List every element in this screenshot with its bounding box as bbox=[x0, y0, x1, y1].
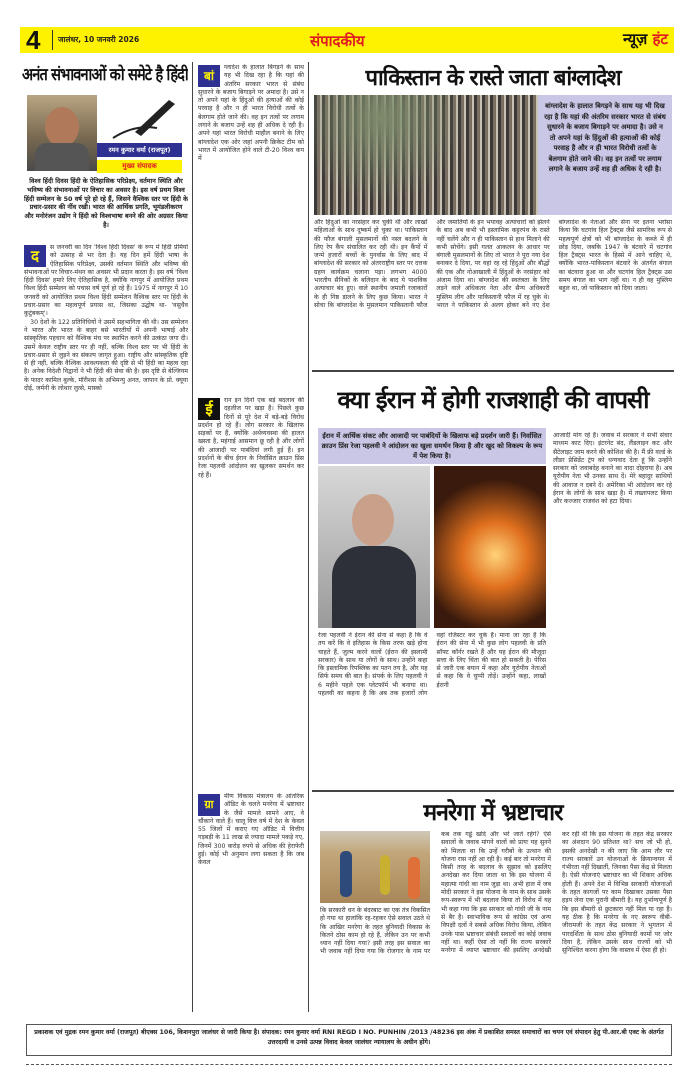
bangladesh-intro bbox=[198, 64, 304, 364]
hindi-article-body bbox=[24, 244, 188, 1012]
iran-headline: क्या ईरान में होगी राजशाही की वापसी bbox=[337, 386, 649, 414]
mnrega-intro bbox=[198, 793, 304, 1013]
newspaper-logo: न्यूज़ हंट bbox=[622, 30, 668, 48]
mnrega-body bbox=[320, 831, 672, 1015]
bangladesh-headline: पाकिस्तान के रास्ते जाता बांग्लादेश bbox=[365, 66, 621, 91]
pen-icon bbox=[105, 96, 177, 142]
author-name: रमन कुमार वर्मा (राजपूत) bbox=[97, 143, 182, 157]
mnrega-headline-box bbox=[314, 795, 672, 827]
trim-line bbox=[26, 1064, 672, 1065]
author-photo bbox=[27, 95, 97, 171]
hindi-article-headline: अनंत संभावनाओं को समेटे है हिंदी bbox=[22, 65, 188, 85]
body-text: मीण विकास मंत्रालय के आंतरिक ऑडिट के चलते मनरेगा में भ्रष्टाचार के जैसे मामले सामने आए, वे चौंकाने वाले हैं। चालू वित्त वर्ष में देश के केवल 55 जिलों में कराए गए ऑडिट में वित्तीय गड़बड़ी के 11 लाख से ज्यादा मामले पकड़े गए, जिनमें 300 करोड़ रुपये से अधिक की हेराफेरी हुई। कोई भी अनुमान लगा सकता है कि जब केवल bbox=[198, 793, 304, 867]
bangladesh-body: और हिंदुओं का नरसंहार कर चुकी थी और लाखों महिलाओं के साथ दुष्कर्म हो चुका था। पाकिस्तान की फौज बंगाली मुसलमानों की नस्ल बदलने के लिए रेप कैंप संचालित कर रही थी। इन कैंपों में जन्मे हजारों बच्चों के पुनर्वास के लिए बाद में बांग्लादेश की सरकार को अंतरराष्ट्रीय स्तर पर दत्तक ग्रहण कार्यक्रम चलाना पड़ा। लगभग 4000 भारतीय सैनिकों के बलिदान के बाद ये पाशविक अत्याचार बंद हुए। वाले स्थानीय जमाती रजाकारों के ही निष्ठ डालने के लिए कुछ किया। भारत ने सोचा कि बांग्लादेश के मुसलमान पाकिस्तानी फौज और जमातियों के इन भयावह अत्याचारों को झेलने के बाद अब कभी भी इस्लामिक कट्टरपंथ के रास्ते नहीं चलेंगे और न ही पाकिस्तान से हाथ मिलाने की कभी सोचेंगे। इसी गलत आकलन के आधार पर बंगाली मुसलमानों के लिए तो भारत ने पूरा नया देश बनाकर दे दिया, पर वहां रह रहे हिंदुओं और बौद्धों की एक और नोआखाली में हिंदुओं के नरसंहार को अंजाम दिया था। बांग्लादेश की स्वतंत्रता के लिए लड़ने वाले अधिकतर नेता और सैन्य अधिकारी मुस्लिम लीग और पाकिस्तानी फौज में रह चुके थे। भारत ने पाकिस्तान से अलग होकर बने नए देश बांग्लादेश के नेताओं और सेना पर इतना भरोसा किया कि चटगांव हिल ट्रैक्ट्स जैसे सामरिक रूप से महत्वपूर्ण क्षेत्रों को भी बांग्लादेश के कब्जे में ही छोड़ दिया, जबकि 1947 के बंटवारे में चटगांव हिल ट्रैक्ट्स भारत के हिस्से में आने चाहिए थे, क्योंकि भारत-पाकिस्तान बंटवारे के अंतर्गत बंगाल का बंटवारा हुआ था और चटगांव हिल ट्रैक्ट्स उस समय बंगाल का भाग नहीं था। न ही वह मुस्लिम बहुल था, जो पाकिस्तान को दिया जाता। bbox=[314, 219, 672, 309]
masthead-bar bbox=[20, 27, 674, 53]
divider bbox=[52, 30, 53, 50]
iran-protest-fire-photo bbox=[434, 466, 546, 628]
column-divider bbox=[192, 62, 193, 1012]
drop-cap: ग्रा bbox=[198, 794, 220, 816]
section-rule bbox=[312, 790, 674, 792]
body-text: कि सरकारी धन के बंदरबाट का एक तंत्र विकसित हो गया था हालांकि रह-रहकर ऐसे सवाल उठते थे कि आखिर मनरेगा के तहत बुनियादी विकास के कितने ठोस काम हो रहे हैं, लेकिन उन पर कभी ध्यान नहीं दिया गया? इसी तरह इस सवाल का भी जवाब नहीं दिया गया कि रोजगार के नाम पर कब तक गड्ढे खोदे और भरे जाते रहेंगे? ऐसे सवालों के जवाब मांगने वालों को प्रायः यह सुनने को मिलता था कि उन्हें गरीबों के उत्थान की योजना रास नहीं आ रही है। कई बार तो मनरेगा में किसी तरह के बदलाव के सुझाव को इसलिए अनदेखा कर दिया जाता था कि इस योजना में महात्मा गांधी का नाम जुड़ा था। अभी हाल में जब मोदी सरकार ने इस योजना के नाम के साथ उसके रूप-स्वरूप में भी बदलाव किया तो विरोध में यह भी कहा गया कि इस सरकार को गांधी जी के नाम से बैर है। स्वाभाविक रूप से कांग्रेस एवं अन्य विपक्षी दलों ने सबसे अधिक विरोध किया, लेकिन उनके पास भ्रष्टाचार संबंधी सवालों का कोई जवाब नहीं था। कहीं ऐसा तो नहीं कि राज्य सरकारें मनरेगा में व्याप्त भ्रष्टाचार की इसलिए अनदेखी कर रही थीं कि इस योजना के तहत केंद्र सरकार का अंशदान 90 प्रतिशत था? सच जो भी हो, इसकी अनदेखी न की जाए कि आम तौर पर राज्य सरकारें उन योजनाओं के क्रियान्वयन में गंभीरता नहीं दिखातीं, जिनका पैसा केंद्र से मिलता है। ऐसी योजनाएं भ्रष्टाचार का भी शिकार अधिक होती हैं। अपने देश में विभिन्न सरकारी योजनाओं के तहत कागजों पर काम दिखाकर उसका पैसा हड़प लेना एक पुरानी बीमारी है। यह दुर्भाग्यपूर्ण है कि इस बीमारी से छुटकारा नहीं मिल पा रहा है। यह ठीक है कि मनरेगा के नए स्वरूप वीबी-जीरामजी के तहत केंद्र सरकार ने भुगतान में पारदर्शिता के साथ ठोस बुनियादी कामों पर जोर दिया है, लेकिन उसके साथ राज्यों को भी सुनिश्चित करना होगा कि वास्तव में ऐसा ही हो। bbox=[320, 831, 672, 956]
article-summary: विश्व हिंदी दिवस हिंदी के ऐतिहासिक परिप्रेक्ष्य, वर्तमान स्थिति और भविष्य की संभावनाओं पर विचार का अवसर है। इस वर्ष प्रथम विश्व हिंदी सम्मेलन के 50 वर्ष पूरे हो रहे हैं, जिसने वैश्विक स्तर पर हिंदी के प्रचार-प्रसार की नींव रखी। भारत की आर्थिक प्रगति, भूमंडलीकरण और मनोरंजन उद्योग ने हिंदी को विश्वभाषा बनने की ओर अग्रसर किया है। bbox=[24, 177, 188, 229]
reza-pahlavi-photo bbox=[318, 466, 430, 628]
body-text: रान इन दिनों एक बड़े बदलाव की दहलीज पर खड़ा है। पिछले कुछ दिनों से पूरे देश में बड़े-बड़े विरोध प्रदर्शन हो रहे हैं। लोग सरकार के खिलाफ सड़कों पर हैं, क्योंकि अर्थव्यवस्था की हालत खस्ता है, महंगाई आसमान छू रही है और लोगों की आजादी पर पाबंदियां लगी हुई हैं। इन प्रदर्शनों के बीच ईरान के निर्वासित क्राउन प्रिंस रेजा पहलवी आंदोलन का खुलकर समर्थन कर रहे हैं। bbox=[198, 397, 304, 479]
publisher-imprint: प्रकाशक एवं मुद्रक रमन कुमार वर्मा (राजपूत) बीएक्स 106, किशनपुरा जालंधर से जारी किया है। संपादक: रमन कुमार वर्मा RNI REGD I NO. PUNHIN /2013 /48236 इस अंक में प्रकाशित समस्त समाचारों का चयन एवं संपादन हेतु पी.आर.बी एक्ट के अंतर्गत उत्तरदायी व उनसे उत्पन्न विवाद केवल जालंधर न्यायालय के अधीन होंगे। bbox=[26, 1024, 672, 1056]
author-title: मुख्य संपादक bbox=[97, 160, 182, 173]
iran-intro bbox=[198, 397, 304, 782]
body-text: स जनवरी का दिन 'विश्व हिंदी दिवस' के रूप में हिंदी प्रेमियों को उत्साह से भर देता है। यह दिन हमें हिंदी भाषा के ऐतिहासिक परिप्रेक्ष्य, उसकी वर्तमान स्थिति और भविष्य की संभावनाओं पर विचार-मंथन का अवसर भी प्रदान करता है। इस वर्ष 'विश्व हिंदी दिवस' हमारे लिए ऐतिहासिक है, क्योंकि नागपुर में आयोजित प्रथम विश्व हिंदी सम्मेलन को पचास वर्ष पूर्ण हो रहे हैं। 1975 में नागपुर में 10 जनवरी को आयोजित प्रथम विश्व हिंदी सम्मेलन वैश्विक स्तर पर हिंदी के प्रचार-प्रसार का महत्वपूर्ण प्रयास था, जिसका उद्घोष था- 'वसुधैव कुटुंबकम्'। bbox=[24, 244, 188, 318]
column-divider bbox=[308, 62, 309, 1012]
mnrega-headline: मनरेगा में भ्रष्टाचार bbox=[423, 800, 563, 826]
iran-headline-box bbox=[314, 383, 672, 423]
iran-body-right: आजादी मांग रहे हैं। जवाब में सरकार ने सभी संचार माध्यम काट दिए। इंटरनेट बंद, लैंडलाइन कट और सैटेलाइट जाम करने की कोशिश की है। मैं फ्री वर्ल्ड के लीडर प्रेसिडेंट ट्रंप को धन्यवाद देता हूं कि उन्होंने सरकार को जवाबदेह बनाने का वादा दोहराया है। अब यूरोपीय नेता भी उनका साथ दें। मेरे बहादुर साथियों की आवाज न दबने दें। अमेरिका भी आंदोलन कर रहे ईरान के लोगों के साथ खड़ा है। में तख्तापलट किया और कज्जार राजवंश को हटा दिया। bbox=[553, 432, 672, 506]
bangladesh-pullquote: बांग्लादेश के हालात बिगड़ने के साथ यह भी दिख रहा है कि यहां की अंतरिम सरकार भारत से संबंध सुधारने के बजाय बिगाड़ने पर अमादा है। उसे न तो अपने यहां के हिंदुओं की हत्याओं की कोई परवाह है और न ही भारत विरोधी तत्वों के बेलगाम होते जाने की। वह इन तत्वों पर लगाम लगाने के बजाय उन्हें शह ही अधिक दे रही है। bbox=[538, 95, 672, 215]
bangladesh-headline-box bbox=[314, 62, 672, 93]
hindi-headline-box bbox=[22, 62, 188, 88]
bangladesh-protest-photo bbox=[314, 95, 538, 215]
drop-cap: बां bbox=[198, 65, 220, 87]
dateline: जालंधर, 10 जनवरी 2026 bbox=[58, 35, 140, 44]
section-rule bbox=[312, 370, 674, 372]
body-text: ग्लादेश के हालात बिगड़ने के साथ यह भी दिख रहा है कि यहां की अंतरिम सरकार भारत से संबंध सुधारने के बजाय बिगाड़ने पर अमादा है। उसे न तो अपने यहां के हिंदुओं की हत्याओं की कोई परवाह है और न ही भारत विरोधी तत्वों के बेलगाम होते जाने की। वह इन तत्वों पर लगाम लगाने के बजाय उन्हें शह ही अधिक दे रही है। अपने यहां भारत विरोधी माहौल बनाने के लिए बांग्लादेश एक ओर जहां अपनी क्रिकेट टीम को भारत में आयोजित होने वाले टी-20 विश्व कप में bbox=[198, 64, 304, 163]
iran-body: रेजा पहलवी ने ईरान की सेना से कहा है कि वे तय करें कि वे इतिहास के किस तरफ खड़े होना चाहते हैं, जुल्म करने वालों (ईरान की इस्लामी सरकार) के साथ या लोगों के साथ। उन्होंने कहा कि इस्लामिक रिपब्लिक का पतन तय है, और यह सिर्फ समय की बात है। संपर्क के लिए पहलवी ने 6 महीने पहले एक प्लेटफॉर्म भी बनाया था। पहलवी का कहना है कि अब तक हजारों लोग वहां रजिस्टर कर चुके हैं। माना जा रहा है कि ईरान की सेना में भी कुछ लोग पहलवी के प्रति सॉफ्ट कॉर्नर रखते हैं और यह ईरान की मौजूदा सत्ता के लिए चिंता की बात हो सकती है। पेरिस से जारी एक बयान में कहा और यूरोपीय नेताओं से कहा कि वे चुप्पी तोड़ें। उन्होंने कहा, लाखों ईरानी bbox=[318, 632, 546, 698]
photo-spacer bbox=[320, 831, 430, 907]
iran-pullquote: ईरान में आर्थिक संकट और आजादी पर पाबंदियों के खिलाफ बड़े प्रदर्शन जारी हैं। निर्वासित क्राउन प्रिंस रेजा पहलवी ने आंदोलन का खुला समर्थन किया है और खुद को विकल्प के रूप में पेश किया है। bbox=[318, 428, 546, 464]
body-text: 30 देशों के 122 प्रतिनिधियों ने उसमें सहभागिता की थी। उस सम्मेलन ने भारत और भारत के बाहर बसे भारतीयों में अपनी भाषाई और सांस्कृतिक पहचान को वैश्विक मंच पर स्थापित करने की उत्कंठा जगा दी। उसमें केवल राष्ट्रीय स्तर पर ही नहीं, बल्कि विश्व स्तर पर भी हिंदी के प्रचार-प्रसार से जुड़ने का संकल्प जागृत हुआ। राष्ट्रीय और सांस्कृतिक दृष्टि से ही नहीं, बल्कि वैश्विक आवश्यकता की दृष्टि से भी हिंदी का महत्व रहा है। अनेक विदेशी विद्वानों ने भी हिंदी की सेवा की है। इस दृष्टि से बेल्जियम के फादर कामिल बुल्के, मॉरीशस के अभिमन्यु अनत, जापान के प्रो. क्यूया दोई, जर्मनी के लोथार लुत्से, मास्को bbox=[24, 318, 188, 393]
page-number: 4 bbox=[26, 25, 41, 55]
drop-cap: द bbox=[24, 245, 46, 267]
section-title: संपादकीय bbox=[310, 32, 365, 50]
drop-cap: ई bbox=[198, 398, 220, 420]
